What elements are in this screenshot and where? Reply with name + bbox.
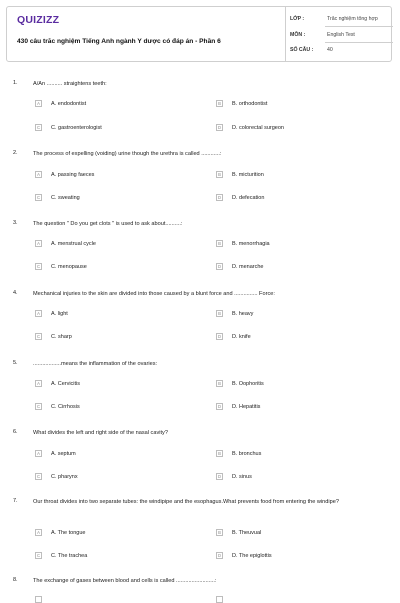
question-number: 8. xyxy=(13,577,18,583)
option-text: A. Cervicitis xyxy=(51,380,81,387)
option-text: D. The epiglottis xyxy=(232,552,272,559)
option-letter-box: B xyxy=(216,100,223,107)
option-text: B. orthodontist xyxy=(232,100,268,107)
option-letter-box: A xyxy=(35,380,42,387)
question-number: 1. xyxy=(13,80,18,86)
question-number: 5. xyxy=(13,360,18,366)
option-letter-box: B xyxy=(216,310,223,317)
option-letter-box: D xyxy=(217,125,222,130)
option-letter-box: C xyxy=(36,553,41,558)
question-text: Mechanical injuries to the skin are divided into those caused by a blunt force and ............... Force: xyxy=(33,291,275,297)
option-text: C. sweating xyxy=(51,194,80,201)
worksheet-header xyxy=(6,6,392,62)
option-letter-box: D xyxy=(217,404,222,409)
question-count-label: SỐ CÂU : xyxy=(290,47,314,53)
option-text: C. menopause xyxy=(51,263,87,270)
question-number: 7. xyxy=(13,498,18,504)
question-text: The question " Do you get clots " is used to ask about..........: xyxy=(33,221,183,227)
option-text: A. septum xyxy=(51,450,76,457)
option-letter-box: A xyxy=(35,310,42,317)
option-letter-box: B xyxy=(216,529,223,536)
question-text: A/An .......... straightens teeth: xyxy=(33,81,107,87)
option-letter-box: C xyxy=(36,195,41,200)
question-text: ..................means the inflammation of the ovaries: xyxy=(33,361,158,367)
option-letter-box: B xyxy=(216,171,223,178)
question-number: 6. xyxy=(13,429,18,435)
option-text: D. menarche xyxy=(232,263,264,270)
option-text: D. colorectal surgeon xyxy=(232,124,284,131)
quizizz-logo: QUIZIZZ xyxy=(17,14,60,26)
class-value: Trắc nghiệm tổng hợp xyxy=(327,16,378,22)
option-letter-box: D xyxy=(217,195,222,200)
option-letter-box: B xyxy=(216,240,223,247)
option-letter-box: A xyxy=(35,100,42,107)
option-letter-box: C xyxy=(36,404,41,409)
option-text: C. pharynx xyxy=(51,473,78,480)
option-text: A. The tongue xyxy=(51,529,86,536)
option-text: C. sharp xyxy=(51,333,72,340)
worksheet-title: 430 câu trắc nghiệm Tiếng Anh ngành Y dược có đáp án - Phần 6 xyxy=(17,38,221,45)
question-number: 3. xyxy=(13,220,18,226)
class-underline xyxy=(325,26,393,27)
option-letter-box: A xyxy=(35,240,42,247)
option-text: D. knife xyxy=(232,333,251,340)
option-text: C. The trachea xyxy=(51,552,88,559)
option-letter-box: B xyxy=(216,450,223,457)
subject-value: English Test xyxy=(327,32,355,38)
option-letter-box: D xyxy=(217,334,222,339)
option-letter-box: C xyxy=(36,264,41,269)
option-text: A. light xyxy=(51,310,68,317)
option-text: D. Hepatitis xyxy=(232,403,261,410)
option-text: A. passing faeces xyxy=(51,171,95,178)
question-text: The process of expelling (voiding) urine though the urethra is called ............: xyxy=(33,151,222,157)
option-text: B. menorrhagia xyxy=(232,240,270,247)
option-text: C. gastroenterologist xyxy=(51,124,102,131)
question-number: 2. xyxy=(13,150,18,156)
option-text: B. bronchus xyxy=(232,450,262,457)
question-count-value: 40 xyxy=(327,47,333,53)
option-text: B. micturition xyxy=(232,171,264,178)
option-text: B. Oophoritis xyxy=(232,380,264,387)
subject-underline xyxy=(325,42,393,43)
option-letter-box: D xyxy=(217,264,222,269)
header-divider xyxy=(285,7,286,61)
option-text: A. endodontist xyxy=(51,100,87,107)
option-letter-box: B xyxy=(216,380,223,387)
option-text: B. heavy xyxy=(232,310,254,317)
option-letter-box: A xyxy=(35,529,42,536)
option-letter-box: C xyxy=(36,125,41,130)
option-letter-box: C xyxy=(36,474,41,479)
option-text: A. menstrual cycle xyxy=(51,240,96,247)
question-text: What divides the left and right side of the nasal cavity? xyxy=(33,430,168,436)
option-text: B. Theuvual xyxy=(232,529,262,536)
question-text: Our throat divides into two separate tubes: the windipipe and the esophagus.What prevents food from entering the windipe? xyxy=(33,499,339,505)
option-letter-box: A xyxy=(35,450,42,457)
class-label: LỚP : xyxy=(290,16,305,22)
option-text: C. Cirrhosis xyxy=(51,403,80,410)
option-letter-box: A xyxy=(35,171,42,178)
option-letter-box: C xyxy=(36,334,41,339)
option-text: D. sinus xyxy=(232,473,252,480)
option-letter-box: D xyxy=(217,553,222,558)
subject-label: MÔN : xyxy=(290,32,306,38)
question-text: The exchange of gases between blood and cells is called .........................: xyxy=(33,578,217,584)
option-text: D. defecation xyxy=(232,194,265,201)
option-letter-box: D xyxy=(217,474,222,479)
question-number: 4. xyxy=(13,290,18,296)
